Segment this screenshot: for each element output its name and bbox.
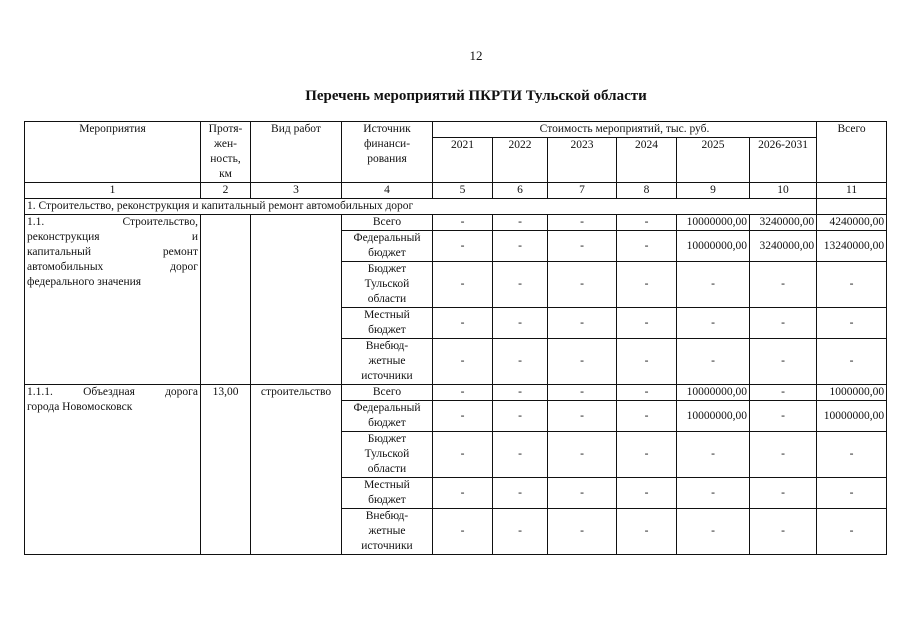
cost-value: - <box>750 339 817 385</box>
funding-source-line: источники <box>361 370 413 382</box>
cost-value: - <box>493 432 548 478</box>
cost-value: 3240000,00 <box>750 231 817 262</box>
header-row-1 <box>25 122 887 138</box>
cost-value: - <box>433 478 493 509</box>
cost-value: - <box>617 401 677 432</box>
cost-value: - <box>817 478 887 509</box>
header-source <box>342 122 433 183</box>
column-number: 3 <box>251 183 342 199</box>
header-source-line: рования <box>367 153 407 165</box>
header-source-line: финанси- <box>363 138 411 150</box>
funding-source <box>342 432 433 478</box>
section-empty-cell <box>817 199 887 215</box>
cost-value: - <box>617 478 677 509</box>
cost-value: - <box>817 262 887 308</box>
cost-value: - <box>433 385 493 401</box>
cost-value: - <box>548 385 617 401</box>
cost-value: - <box>548 432 617 478</box>
cost-value: - <box>493 478 548 509</box>
column-number: 11 <box>817 183 887 199</box>
document-title: Перечень мероприятий ПКРТИ Тульской области <box>305 88 647 104</box>
funding-source <box>342 308 433 339</box>
cost-value: 10000000,00 <box>817 401 887 432</box>
column-number: 6 <box>493 183 548 199</box>
cost-value: - <box>548 215 617 231</box>
cost-value: - <box>617 509 677 555</box>
funding-source-line: Всего <box>372 216 402 228</box>
funding-source-line: Бюджет <box>367 433 407 445</box>
section-row <box>25 199 887 215</box>
column-number: 2 <box>201 183 251 199</box>
measure-name <box>25 385 201 555</box>
cost-value: - <box>617 339 677 385</box>
measure-name-line: капитальный ремонт <box>27 246 198 258</box>
header-length-line: Протя- <box>208 123 243 135</box>
cost-value: - <box>617 385 677 401</box>
cost-value: - <box>617 308 677 339</box>
cost-value: - <box>817 339 887 385</box>
cost-value: - <box>750 308 817 339</box>
funding-source-line: Федеральный <box>353 402 421 414</box>
header-year: 2025 <box>677 138 750 183</box>
cost-value: - <box>548 231 617 262</box>
funding-source-line: бюджет <box>368 494 406 506</box>
cost-value: - <box>493 215 548 231</box>
header-total: Всего <box>817 122 887 183</box>
funding-source-line: Внебюд- <box>365 510 409 522</box>
header-measures: Мероприятия <box>25 122 201 183</box>
cost-value: - <box>750 262 817 308</box>
funding-source-line: Всего <box>372 386 402 398</box>
column-number: 8 <box>617 183 677 199</box>
cost-value: - <box>548 308 617 339</box>
measure-name-line: федерального значения <box>27 276 142 288</box>
funding-source-line: источники <box>361 540 413 552</box>
funding-source <box>342 509 433 555</box>
funding-source <box>342 262 433 308</box>
cost-value: - <box>750 509 817 555</box>
header-year: 2024 <box>617 138 677 183</box>
funding-source-line: Местный <box>364 309 410 321</box>
cost-value: - <box>548 262 617 308</box>
measure-name-line: автомобильных дорог <box>27 261 198 273</box>
cost-value: - <box>677 432 750 478</box>
cost-value: - <box>677 339 750 385</box>
header-work-type: Вид работ <box>251 122 342 183</box>
cost-value: - <box>433 509 493 555</box>
header-length-line: жен- <box>214 138 237 150</box>
cost-value: - <box>617 262 677 308</box>
cost-value: 3240000,00 <box>750 215 817 231</box>
cost-value: - <box>617 231 677 262</box>
cost-value: - <box>677 308 750 339</box>
funding-source-line: бюджет <box>368 247 406 259</box>
header-year: 2022 <box>493 138 548 183</box>
cost-value: - <box>548 401 617 432</box>
cost-value: - <box>548 339 617 385</box>
section-title: 1. Строительство, реконструкция и капитальный ремонт автомобильных дорог <box>25 199 817 215</box>
work-type-value: строительство <box>251 385 342 555</box>
cost-value: - <box>433 401 493 432</box>
table-row <box>25 385 887 401</box>
funding-source-line: жетные <box>368 525 406 537</box>
cost-value: 10000000,00 <box>677 215 750 231</box>
cost-value: - <box>493 262 548 308</box>
header-cost: Стоимость мероприятий, тыс. руб. <box>433 122 817 138</box>
header-length-line: ность, <box>210 153 241 165</box>
cost-value: - <box>750 401 817 432</box>
funding-source-line: области <box>367 463 407 475</box>
cost-value: - <box>677 478 750 509</box>
funding-source-line: Бюджет <box>367 263 407 275</box>
cost-value: - <box>493 509 548 555</box>
cost-value: 13240000,00 <box>817 231 887 262</box>
cost-value: 1000000,00 <box>817 385 887 401</box>
column-number: 5 <box>433 183 493 199</box>
header-year: 2026-2031 <box>750 138 817 183</box>
funding-source <box>342 385 433 401</box>
cost-value: 4240000,00 <box>817 215 887 231</box>
funding-source <box>342 401 433 432</box>
funding-source-line: области <box>367 293 407 305</box>
page-number: 12 <box>469 48 483 63</box>
cost-value: - <box>433 339 493 385</box>
cost-value: - <box>677 262 750 308</box>
header-length-line: км <box>219 168 232 180</box>
header-year: 2021 <box>433 138 493 183</box>
cost-value: - <box>493 339 548 385</box>
measure-name-line: 1.1.1. Объездная дорога <box>27 386 198 398</box>
length-value: 13,00 <box>201 385 251 555</box>
cost-value: - <box>750 432 817 478</box>
work-type-value <box>251 215 342 385</box>
funding-source-line: Внебюд- <box>365 340 409 352</box>
cost-value: - <box>493 385 548 401</box>
table-row <box>25 215 887 231</box>
cost-value: - <box>493 401 548 432</box>
funding-source-line: бюджет <box>368 324 406 336</box>
cost-value: - <box>617 432 677 478</box>
measure-name <box>25 215 201 385</box>
cost-value: - <box>493 231 548 262</box>
funding-source <box>342 339 433 385</box>
cost-value: - <box>817 308 887 339</box>
header-length <box>201 122 251 183</box>
length-value <box>201 215 251 385</box>
measure-name-line: города Новомосковск <box>27 401 133 413</box>
header-source-line: Источник <box>363 123 411 135</box>
cost-value: - <box>817 432 887 478</box>
cost-value: - <box>817 509 887 555</box>
funding-source-line: жетные <box>368 355 406 367</box>
measures-table <box>24 121 887 555</box>
cost-value: 10000000,00 <box>677 385 750 401</box>
funding-source <box>342 215 433 231</box>
column-number: 7 <box>548 183 617 199</box>
funding-source-line: Тульской <box>364 448 410 460</box>
cost-value: - <box>433 308 493 339</box>
cost-value: - <box>433 231 493 262</box>
cost-value: - <box>493 308 548 339</box>
cost-value: - <box>677 509 750 555</box>
cost-value: - <box>433 215 493 231</box>
funding-source-line: бюджет <box>368 417 406 429</box>
cost-value: - <box>433 262 493 308</box>
cost-value: - <box>750 385 817 401</box>
cost-value: - <box>548 478 617 509</box>
cost-value: 10000000,00 <box>677 231 750 262</box>
cost-value: - <box>750 478 817 509</box>
cost-value: 10000000,00 <box>677 401 750 432</box>
cost-value: - <box>548 509 617 555</box>
column-number: 4 <box>342 183 433 199</box>
column-number: 1 <box>25 183 201 199</box>
funding-source <box>342 231 433 262</box>
column-number: 9 <box>677 183 750 199</box>
funding-source-line: Местный <box>364 479 410 491</box>
funding-source <box>342 478 433 509</box>
cost-value: - <box>433 432 493 478</box>
funding-source-line: Федеральный <box>353 232 421 244</box>
column-number: 10 <box>750 183 817 199</box>
measure-name-line: 1.1. Строительство, <box>27 216 198 228</box>
funding-source-line: Тульской <box>364 278 410 290</box>
cost-value: - <box>617 215 677 231</box>
column-numbers-row <box>25 183 887 199</box>
measure-name-line: реконструкция и <box>27 231 198 243</box>
header-year: 2023 <box>548 138 617 183</box>
